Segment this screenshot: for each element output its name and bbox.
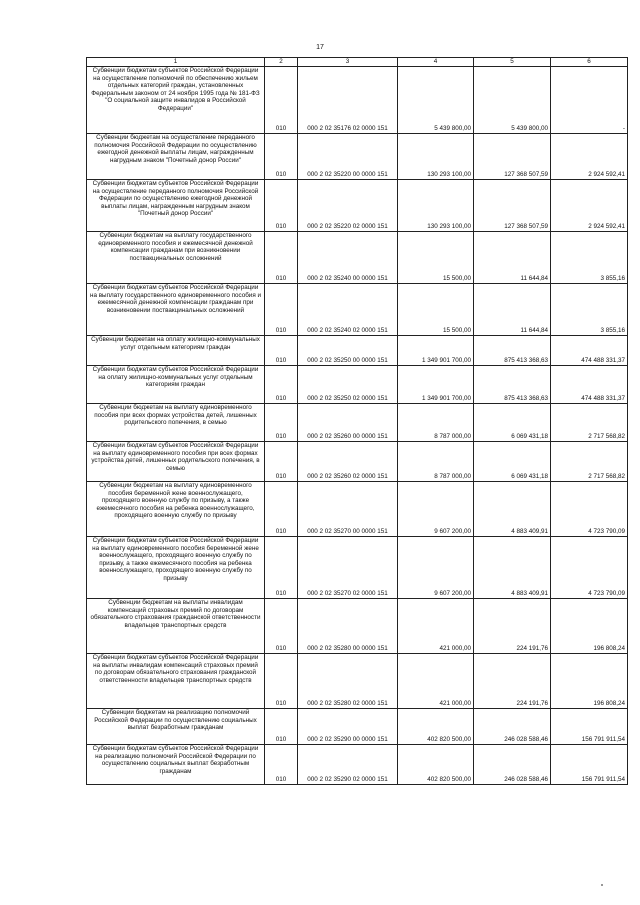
cell-name: Субвенции бюджетам на выплаты инвалидам компенсаций страховых премий по договорам обязательного страхования гражданской ответственности владельцев транспортных средств [87, 599, 265, 654]
cell-kbk: 000 2 02 35290 02 0000 151 [298, 745, 398, 785]
cell-name: Субвенции бюджетам на осуществление переданного полномочия Российской Федерации по осуществлению ежегодной денежной выплаты лицам, награжденным нагрудным знаком "Почетный донор России" [87, 134, 265, 180]
cell-name: Субвенции бюджетам субъектов Российской Федерации на выплату единовременного пособия беременной жене военнослужащего, проходящего военную службу по призыву, а также ежемесячного пособия на ребенка военнослужащего, проходящего военную службу по призыву [87, 537, 265, 599]
cell-plan: 15 500,00 [398, 232, 474, 284]
cell-plan: 8 787 000,00 [398, 442, 474, 482]
cell-kbk: 000 2 02 35260 00 0000 151 [298, 404, 398, 442]
cell-code: 010 [265, 336, 298, 366]
cell-name: Субвенции бюджетам на оплату жилищно-коммунальных услуг отдельным категориям граждан [87, 336, 265, 366]
cell-fact: 246 028 588,46 [474, 745, 551, 785]
cell-rest: 4 723 790,09 [551, 537, 628, 599]
cell-fact: 4 883 409,91 [474, 482, 551, 537]
cell-rest: 156 791 911,54 [551, 709, 628, 745]
cell-kbk: 000 2 02 35220 00 0000 151 [298, 134, 398, 180]
cell-plan: 130 293 100,00 [398, 180, 474, 232]
cell-name: Субвенции бюджетам субъектов Российской Федерации на осуществление переданного полномочия Российской Федерации по осуществлению ежегодной денежной выплаты лицам, награжденным нагрудным знаком "Почетный донор России" [87, 180, 265, 232]
cell-plan: 421 000,00 [398, 654, 474, 709]
cell-fact: 224 191,76 [474, 599, 551, 654]
table-row [87, 482, 628, 537]
table-row [87, 599, 628, 654]
cell-fact: 246 028 588,46 [474, 709, 551, 745]
cell-rest: 196 808,24 [551, 599, 628, 654]
cell-fact: 5 439 800,00 [474, 67, 551, 134]
cell-fact: 11 644,84 [474, 284, 551, 336]
cell-name: Субвенции бюджетам субъектов Российской Федерации на выплаты инвалидам компенсаций страховых премий по договорам обязательного страхования гражданской ответственности владельцев транспортных средств [87, 654, 265, 709]
column-header: 3 [298, 58, 398, 67]
cell-rest: 2 717 568,82 [551, 404, 628, 442]
cell-code: 010 [265, 134, 298, 180]
cell-rest: 2 924 592,41 [551, 134, 628, 180]
cell-rest: 196 808,24 [551, 654, 628, 709]
cell-rest: 4 723 790,09 [551, 482, 628, 537]
table-row [87, 654, 628, 709]
cell-rest: 474 488 331,37 [551, 366, 628, 404]
report-table [86, 57, 628, 785]
cell-kbk: 000 2 02 35260 02 0000 151 [298, 442, 398, 482]
column-header: 2 [265, 58, 298, 67]
cell-plan: 421 000,00 [398, 599, 474, 654]
cell-kbk: 000 2 02 35270 00 0000 151 [298, 482, 398, 537]
cell-kbk: 000 2 02 35280 00 0000 151 [298, 599, 398, 654]
cell-fact: 4 883 409,91 [474, 537, 551, 599]
column-header: 4 [398, 58, 474, 67]
cell-name: Субвенции бюджетам субъектов Российской Федерации на выплату единовременного пособия при всех формах устройства детей, лишенных родительского попечения, в семью [87, 442, 265, 482]
cell-code: 010 [265, 599, 298, 654]
table-row [87, 745, 628, 785]
cell-plan: 15 500,00 [398, 284, 474, 336]
cell-fact: 11 644,84 [474, 232, 551, 284]
cell-fact: 6 069 431,18 [474, 404, 551, 442]
cell-rest: 474 488 331,37 [551, 336, 628, 366]
cell-code: 010 [265, 442, 298, 482]
cell-kbk: 000 2 02 35250 02 0000 151 [298, 366, 398, 404]
cell-name: Субвенции бюджетам субъектов Российской Федерации на оплату жилищно-коммунальных услуг отдельным категориям граждан [87, 366, 265, 404]
cell-rest: 156 791 911,54 [551, 745, 628, 785]
table-row [87, 404, 628, 442]
cell-plan: 1 349 901 700,00 [398, 336, 474, 366]
scan-speck [601, 884, 603, 886]
cell-kbk: 000 2 02 35270 02 0000 151 [298, 537, 398, 599]
column-header: 1 [87, 58, 265, 67]
table-row [87, 134, 628, 180]
cell-kbk: 000 2 02 35250 00 0000 151 [298, 336, 398, 366]
cell-fact: 224 191,76 [474, 654, 551, 709]
cell-rest: 3 855,16 [551, 232, 628, 284]
table-row [87, 709, 628, 745]
cell-kbk: 000 2 02 35240 00 0000 151 [298, 232, 398, 284]
cell-name: Субвенции бюджетам субъектов Российской Федерации на осуществление полномочий по обеспечению жильем отдельных категорий граждан, установленных Федеральным законом от 24 ноября 1995 года № 181-ФЗ "О социальной защите инвалидов в Российской Федерации" [87, 67, 265, 134]
page-number: 17 [316, 44, 324, 51]
cell-kbk: 000 2 02 35240 02 0000 151 [298, 284, 398, 336]
table-row [87, 284, 628, 336]
cell-fact: 127 368 507,59 [474, 134, 551, 180]
cell-kbk: 000 2 02 35176 02 0000 151 [298, 67, 398, 134]
cell-code: 010 [265, 654, 298, 709]
cell-plan: 1 349 901 700,00 [398, 366, 474, 404]
header-row [87, 58, 628, 67]
cell-code: 010 [265, 180, 298, 232]
cell-name: Субвенции бюджетам на выплату государственного единовременного пособия и ежемесячной денежной компенсации гражданам при возникновении поствакцинальных осложнений [87, 232, 265, 284]
table-row [87, 67, 628, 134]
cell-name: Субвенции бюджетам на выплату единовременного пособия беременной жене военнослужащего, проходящего военную службу по призыву, а также ежемесячного пособия на ребенка военнослужащего, проходящего военную службу по призыву [87, 482, 265, 537]
cell-code: 010 [265, 482, 298, 537]
cell-code: 010 [265, 232, 298, 284]
cell-name: Субвенции бюджетам субъектов Российской Федерации на выплату государственного единовременного пособия и ежемесячной денежной компенсации гражданам при возникновении поствакцинальных осложнений [87, 284, 265, 336]
cell-name: Субвенции бюджетам на выплату единовременного пособия при всех формах устройства детей, лишенных родительского попечения, в семью [87, 404, 265, 442]
cell-kbk: 000 2 02 35280 02 0000 151 [298, 654, 398, 709]
table-row [87, 366, 628, 404]
cell-plan: 402 820 500,00 [398, 709, 474, 745]
cell-code: 010 [265, 404, 298, 442]
cell-code: 010 [265, 709, 298, 745]
cell-rest: 2 924 592,41 [551, 180, 628, 232]
cell-fact: 127 368 507,59 [474, 180, 551, 232]
table-row [87, 180, 628, 232]
cell-rest: 3 855,16 [551, 284, 628, 336]
cell-plan: 5 439 800,00 [398, 67, 474, 134]
cell-plan: 9 607 200,00 [398, 537, 474, 599]
cell-fact: 6 069 431,18 [474, 442, 551, 482]
column-header: 6 [551, 58, 628, 67]
cell-name: Субвенции бюджетам субъектов Российской Федерации на реализацию полномочий Российской Федерации по осуществлению социальных выплат безработным гражданам [87, 745, 265, 785]
cell-name: Субвенции бюджетам на реализацию полномочий Российской Федерации по осуществлению социальных выплат безработным гражданам [87, 709, 265, 745]
cell-code: 010 [265, 366, 298, 404]
cell-kbk: 000 2 02 35290 00 0000 151 [298, 709, 398, 745]
cell-plan: 130 293 100,00 [398, 134, 474, 180]
cell-plan: 8 787 000,00 [398, 404, 474, 442]
cell-code: 010 [265, 537, 298, 599]
cell-code: 010 [265, 67, 298, 134]
table-row [87, 442, 628, 482]
cell-code: 010 [265, 284, 298, 336]
table-row [87, 537, 628, 599]
cell-rest: - [551, 67, 628, 134]
table-row [87, 336, 628, 366]
cell-rest: 2 717 568,82 [551, 442, 628, 482]
cell-plan: 9 607 200,00 [398, 482, 474, 537]
table-row [87, 232, 628, 284]
cell-kbk: 000 2 02 35220 02 0000 151 [298, 180, 398, 232]
cell-plan: 402 820 500,00 [398, 745, 474, 785]
column-header: 5 [474, 58, 551, 67]
cell-code: 010 [265, 745, 298, 785]
cell-fact: 875 413 368,63 [474, 366, 551, 404]
cell-fact: 875 413 368,63 [474, 336, 551, 366]
